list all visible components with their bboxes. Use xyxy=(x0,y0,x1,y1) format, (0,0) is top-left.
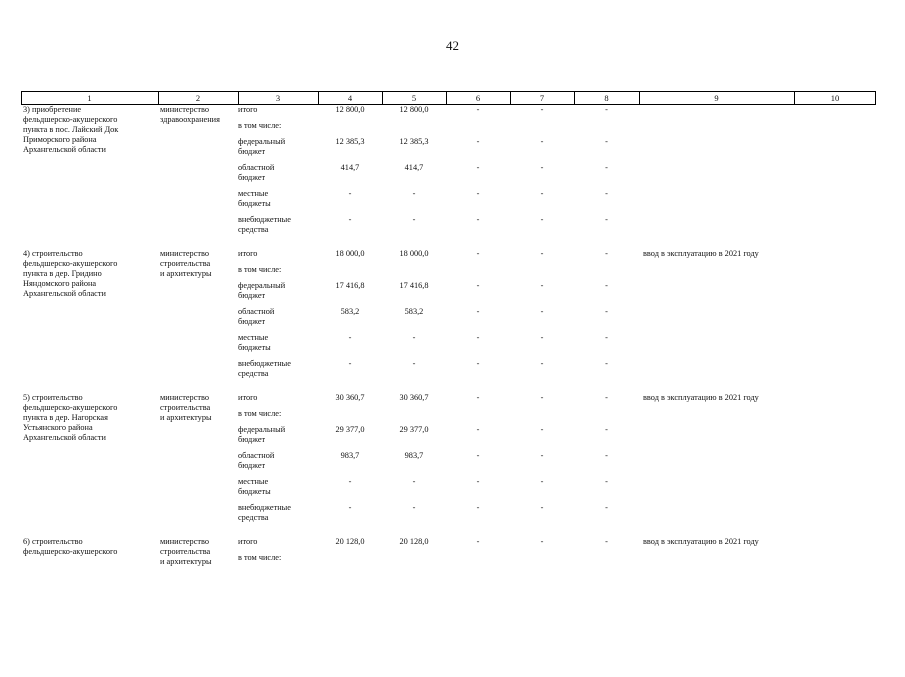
value-cell-c8: - xyxy=(605,137,608,146)
value-cell-c4: 30 360,7 xyxy=(335,393,365,402)
value-cell-c7: - xyxy=(540,503,544,512)
value-cell-c6: - xyxy=(476,105,480,114)
value-cell-c5: - xyxy=(412,215,416,224)
value-cell-c6: - xyxy=(476,307,480,316)
funding-source: в том числе: xyxy=(238,553,282,562)
activity-name: 4) строительство фельдшерско-акушерского пункта в дер. Гридино Няндомского района Архангельской области xyxy=(23,249,118,298)
table-row xyxy=(21,137,876,159)
value-cell-c4: 18 000,0 xyxy=(335,249,365,258)
value-cell-c4: - xyxy=(348,189,352,198)
funding-source: итого xyxy=(238,105,258,114)
value-cell-c5: 17 416,8 xyxy=(399,281,429,290)
value-cell-c6: - xyxy=(476,163,480,172)
value-cell-c5: - xyxy=(412,333,416,342)
value-cell-c4: - xyxy=(348,215,352,224)
value-cell-c4: - xyxy=(348,333,352,342)
activity-name: 5) строительство фельдшерско-акушерского пункта в дер. Нагорская Устьянского района Архангельской области xyxy=(23,393,118,442)
funding-source: федеральный бюджет xyxy=(238,281,286,300)
value-cell-c7: - xyxy=(540,105,544,114)
value-cell-c4: 29 377,0 xyxy=(335,425,365,434)
value-cell-c7: - xyxy=(540,451,544,460)
value-cell-c6: - xyxy=(476,281,480,290)
funding-source: местные бюджеты xyxy=(238,333,271,352)
value-cell-c6: - xyxy=(476,477,480,486)
funding-source: внебюджетные средства xyxy=(238,503,291,522)
responsible-ministry: министерство строительства и архитектуры xyxy=(160,393,212,422)
funding-source: в том числе: xyxy=(238,265,282,274)
funding-source: местные бюджеты xyxy=(238,477,271,496)
value-cell-c7: - xyxy=(540,537,544,546)
value-cell-c8: - xyxy=(605,249,608,258)
table-row xyxy=(21,359,876,381)
table-group xyxy=(21,393,876,533)
funding-source: областной бюджет xyxy=(238,451,275,470)
table-row xyxy=(21,163,876,185)
value-cell-c7: - xyxy=(540,393,544,402)
table-row xyxy=(21,553,876,575)
value-cell-c5: 29 377,0 xyxy=(399,425,429,434)
value-cell-c8: - xyxy=(605,105,608,114)
header-col-1: 1 xyxy=(87,93,92,103)
funding-source: областной бюджет xyxy=(238,163,275,182)
result-note: ввод в эксплуатацию в 2021 году xyxy=(643,393,759,402)
table-group xyxy=(21,249,876,389)
value-cell-c5: - xyxy=(412,189,416,198)
header-col-2: 2 xyxy=(195,93,201,103)
value-cell-c5: - xyxy=(412,359,416,368)
value-cell-c5: 12 385,3 xyxy=(399,137,429,146)
result-note: ввод в эксплуатацию в 2021 году xyxy=(643,537,759,546)
responsible-ministry: министерство строительства и архитектуры xyxy=(160,249,212,278)
header-col-3: 3 xyxy=(275,93,281,103)
table-row xyxy=(21,307,876,329)
value-cell-c4: 414,7 xyxy=(340,163,360,172)
value-cell-c4: 20 128,0 xyxy=(335,537,365,546)
value-cell-c5: - xyxy=(412,477,416,486)
table-header xyxy=(21,91,876,105)
value-cell-c6: - xyxy=(476,137,480,146)
value-cell-c7: - xyxy=(540,307,544,316)
header-col-10: 10 xyxy=(830,93,840,103)
value-cell-c4: 12 385,3 xyxy=(335,137,365,146)
value-cell-c8: - xyxy=(605,537,608,546)
header-col-9: 9 xyxy=(714,93,719,103)
value-cell-c5: 414,7 xyxy=(404,163,424,172)
funding-source: федеральный бюджет xyxy=(238,425,286,444)
table-row xyxy=(21,477,876,499)
value-cell-c8: - xyxy=(605,425,608,434)
value-cell-c7: - xyxy=(540,163,544,172)
funding-source: итого xyxy=(238,537,258,546)
value-cell-c5: 12 800,0 xyxy=(399,105,429,114)
funding-source: местные бюджеты xyxy=(238,189,271,208)
activity-name: 3) приобретение фельдшерско-акушерского пункта в пос. Лайский Док Приморского района Архангельской области xyxy=(23,105,119,154)
value-cell-c6: - xyxy=(476,451,480,460)
table-row xyxy=(21,281,876,303)
table-row xyxy=(21,425,876,447)
value-cell-c4: - xyxy=(348,477,352,486)
value-cell-c7: - xyxy=(540,333,544,342)
value-cell-c5: 983,7 xyxy=(404,451,424,460)
funding-source: в том числе: xyxy=(238,121,282,130)
value-cell-c6: - xyxy=(476,249,480,258)
responsible-ministry: министерство строительства и архитектуры xyxy=(160,537,212,566)
value-cell-c6: - xyxy=(476,333,480,342)
value-cell-c7: - xyxy=(540,477,544,486)
activity-name: 6) строительство фельдшерско-акушерского xyxy=(23,537,118,556)
header-col-7: 7 xyxy=(539,93,545,103)
funding-source: итого xyxy=(238,393,258,402)
funding-source: областной бюджет xyxy=(238,307,275,326)
value-cell-c5: 20 128,0 xyxy=(399,537,429,546)
value-cell-c8: - xyxy=(605,503,608,512)
value-cell-c5: 18 000,0 xyxy=(399,249,429,258)
value-cell-c5: 583,2 xyxy=(404,307,424,316)
header-col-6: 6 xyxy=(475,93,481,103)
funding-source: федеральный бюджет xyxy=(238,137,286,156)
value-cell-c6: - xyxy=(476,215,480,224)
value-cell-c8: - xyxy=(605,307,608,316)
value-cell-c8: - xyxy=(605,333,608,342)
funding-source: в том числе: xyxy=(238,409,282,418)
value-cell-c7: - xyxy=(540,359,544,368)
value-cell-c7: - xyxy=(540,281,544,290)
funding-source: итого xyxy=(238,249,258,258)
value-cell-c8: - xyxy=(605,451,608,460)
header-col-4: 4 xyxy=(347,93,353,103)
value-cell-c7: - xyxy=(540,189,544,198)
table-group xyxy=(21,105,876,245)
value-cell-c8: - xyxy=(605,189,608,198)
responsible-ministry: министерство здравоохранения xyxy=(160,105,220,124)
value-cell-c6: - xyxy=(476,537,480,546)
value-cell-c6: - xyxy=(476,425,480,434)
table-row xyxy=(21,333,876,355)
value-cell-c6: - xyxy=(476,189,480,198)
table-row xyxy=(21,189,876,211)
value-cell-c4: 12 800,0 xyxy=(335,105,365,114)
table-row xyxy=(21,215,876,237)
value-cell-c4: 583,2 xyxy=(340,307,360,316)
funding-source: внебюджетные средства xyxy=(238,359,291,378)
value-cell-c8: - xyxy=(605,163,608,172)
page-number: 42 xyxy=(446,38,459,53)
table-group xyxy=(21,537,876,677)
value-cell-c7: - xyxy=(540,249,544,258)
value-cell-c8: - xyxy=(605,215,608,224)
value-cell-c6: - xyxy=(476,359,480,368)
result-note: ввод в эксплуатацию в 2021 году xyxy=(643,249,759,258)
value-cell-c8: - xyxy=(605,477,608,486)
value-cell-c4: 983,7 xyxy=(340,451,360,460)
value-cell-c5: 30 360,7 xyxy=(399,393,429,402)
value-cell-c8: - xyxy=(605,359,608,368)
header-col-8: 8 xyxy=(604,93,609,103)
value-cell-c4: - xyxy=(348,359,352,368)
value-cell-c7: - xyxy=(540,425,544,434)
funding-source: внебюджетные средства xyxy=(238,215,291,234)
table-row xyxy=(21,503,876,525)
value-cell-c4: - xyxy=(348,503,352,512)
value-cell-c5: - xyxy=(412,503,416,512)
header-col-5: 5 xyxy=(411,93,417,103)
value-cell-c4: 17 416,8 xyxy=(335,281,365,290)
value-cell-c8: - xyxy=(605,393,608,402)
table-row xyxy=(21,451,876,473)
value-cell-c6: - xyxy=(476,393,480,402)
value-cell-c7: - xyxy=(540,215,544,224)
value-cell-c8: - xyxy=(605,281,608,290)
value-cell-c6: - xyxy=(476,503,480,512)
value-cell-c7: - xyxy=(540,137,544,146)
